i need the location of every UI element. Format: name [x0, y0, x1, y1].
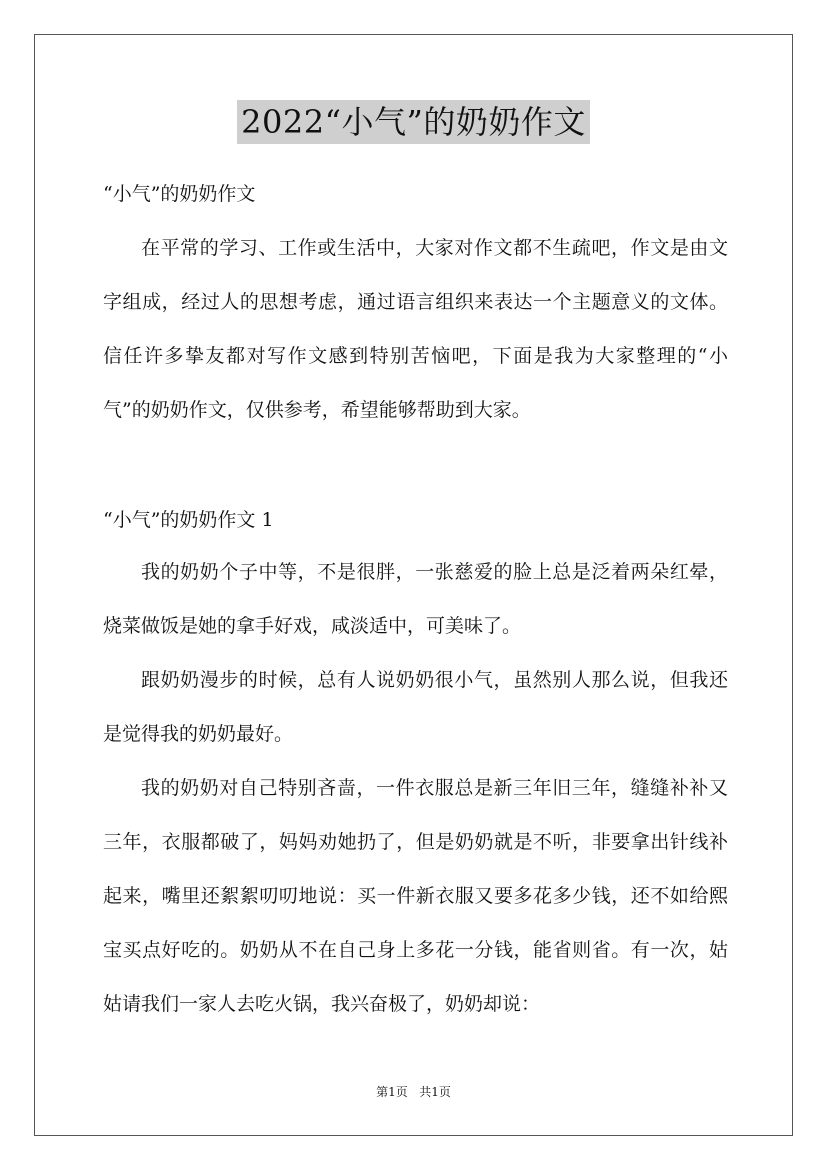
page-number-label: 第1页 — [376, 1085, 408, 1099]
body-paragraph-2: 跟奶奶漫步的时候，总有人说奶奶很小气，虽然别人那么说，但我还是觉得我的奶奶最好。 — [103, 669, 728, 745]
essay-heading: “小气”的奶奶作文 1 — [103, 509, 274, 531]
intro-heading: “小气”的奶奶作文 — [103, 183, 256, 205]
total-pages-label: 共1页 — [419, 1085, 451, 1099]
body-paragraph-1: 我的奶奶个子中等，不是很胖，一张慈爱的脸上总是泛着两朵红晕，烧菜做饭是她的拿手好戏，咸淡适中，可美味了。 — [103, 561, 728, 637]
title-container — [0, 100, 827, 144]
body-paragraph-3: 我的奶奶对自己特别吝啬，一件衣服总是新三年旧三年，缝缝补补又三年，衣服都破了，妈妈劝她扔了，但是奶奶就是不听，非要拿出针线补起来，嘴里还絮絮叨叨地说：买一件新衣服又要多花多少钱，还不如给熙宝买点好吃的。奶奶从不在自己身上多花一分钱，能省则省。有一次，姑姑请我们一家人去吃火锅，我兴奋极了，奶奶却说： — [103, 777, 728, 1015]
document-title: 2022“小气”的奶奶作文 — [237, 100, 590, 144]
intro-paragraph: 在平常的学习、工作或生活中，大家对作文都不生疏吧，作文是由文字组成，经过人的思想考虑，通过语言组织来表达一个主题意义的文体。信任许多挚友都对写作文感到特别苦恼吧，下面是我为大家整理的“小气”的奶奶作文，仅供参考，希望能够帮助到大家。 — [103, 237, 728, 421]
page-footer — [0, 1084, 827, 1100]
